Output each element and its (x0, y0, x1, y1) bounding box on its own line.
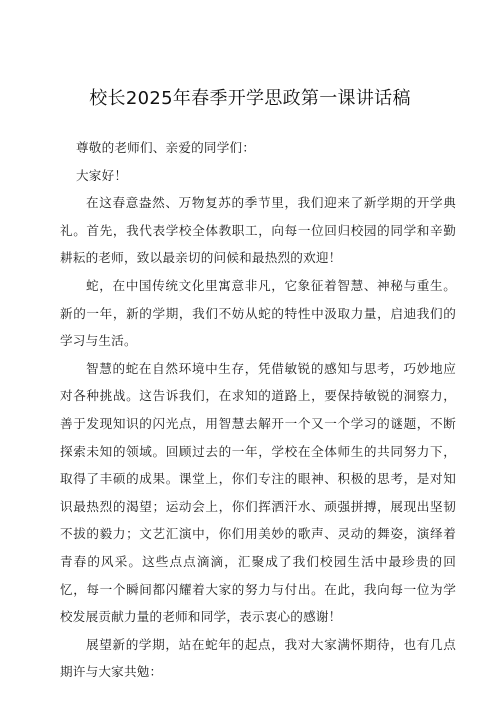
greeting: 大家好！ (76, 167, 128, 183)
paragraph-snake-symbolism: 蛇，在中国传统文化里寓意非凡，它象征着智慧、神秘与重生。新的一年，新的学期，我们不妨从蛇的特性中汲取力量，启迪我们的学习与生活。 (60, 277, 456, 349)
paragraph-outlook: 展望新的学期，站在蛇年的起点，我对大家满怀期待，也有几点期许与大家共勉： (60, 636, 456, 680)
document-body (60, 134, 456, 686)
paragraph-opening: 在这春意盎然、万物复苏的季节里，我们迎来了新学期的开学典礼。首先，我代表学校全体教职工，向每一位回归校园的同学和辛勤耕耘的老师，致以最亲切的问候和最热烈的欢迎！ (60, 195, 456, 266)
document-title: 校长2025年春季开学思政第一课讲话稿 (89, 88, 411, 109)
paragraph-review: 智慧的蛇在自然环境中生存，凭借敏锐的感知与思考，巧妙地应对各种挑战。这告诉我们，在求知的道路上，要保持敏锐的洞察力，善于发现知识的闪光点，用智慧去解开一个又一个学习的谜题，不断探索未知的领域。回顾过去的一年，学校在全体师生的共同努力下，取得了丰硕的成果。课堂上，你们专注的眼神、积极的思考，是对知识最热烈的渴望；运动会上，你们挥洒汗水、顽强拼搏，展现出坚韧不拔的毅力；文艺汇演中，你们用美妙的歌声、灵动的舞姿，演绎着青春的风采。这些点点滴滴，汇聚成了我们校园生活中最珍贵的回忆，每一个瞬间都闪耀着大家的努力与付出。在此，我向每一位为学校发展贡献力量的老师和同学，表示衷心的感谢！ (60, 360, 456, 625)
salutation: 尊敬的老师们、亲爱的同学们： (76, 140, 256, 155)
